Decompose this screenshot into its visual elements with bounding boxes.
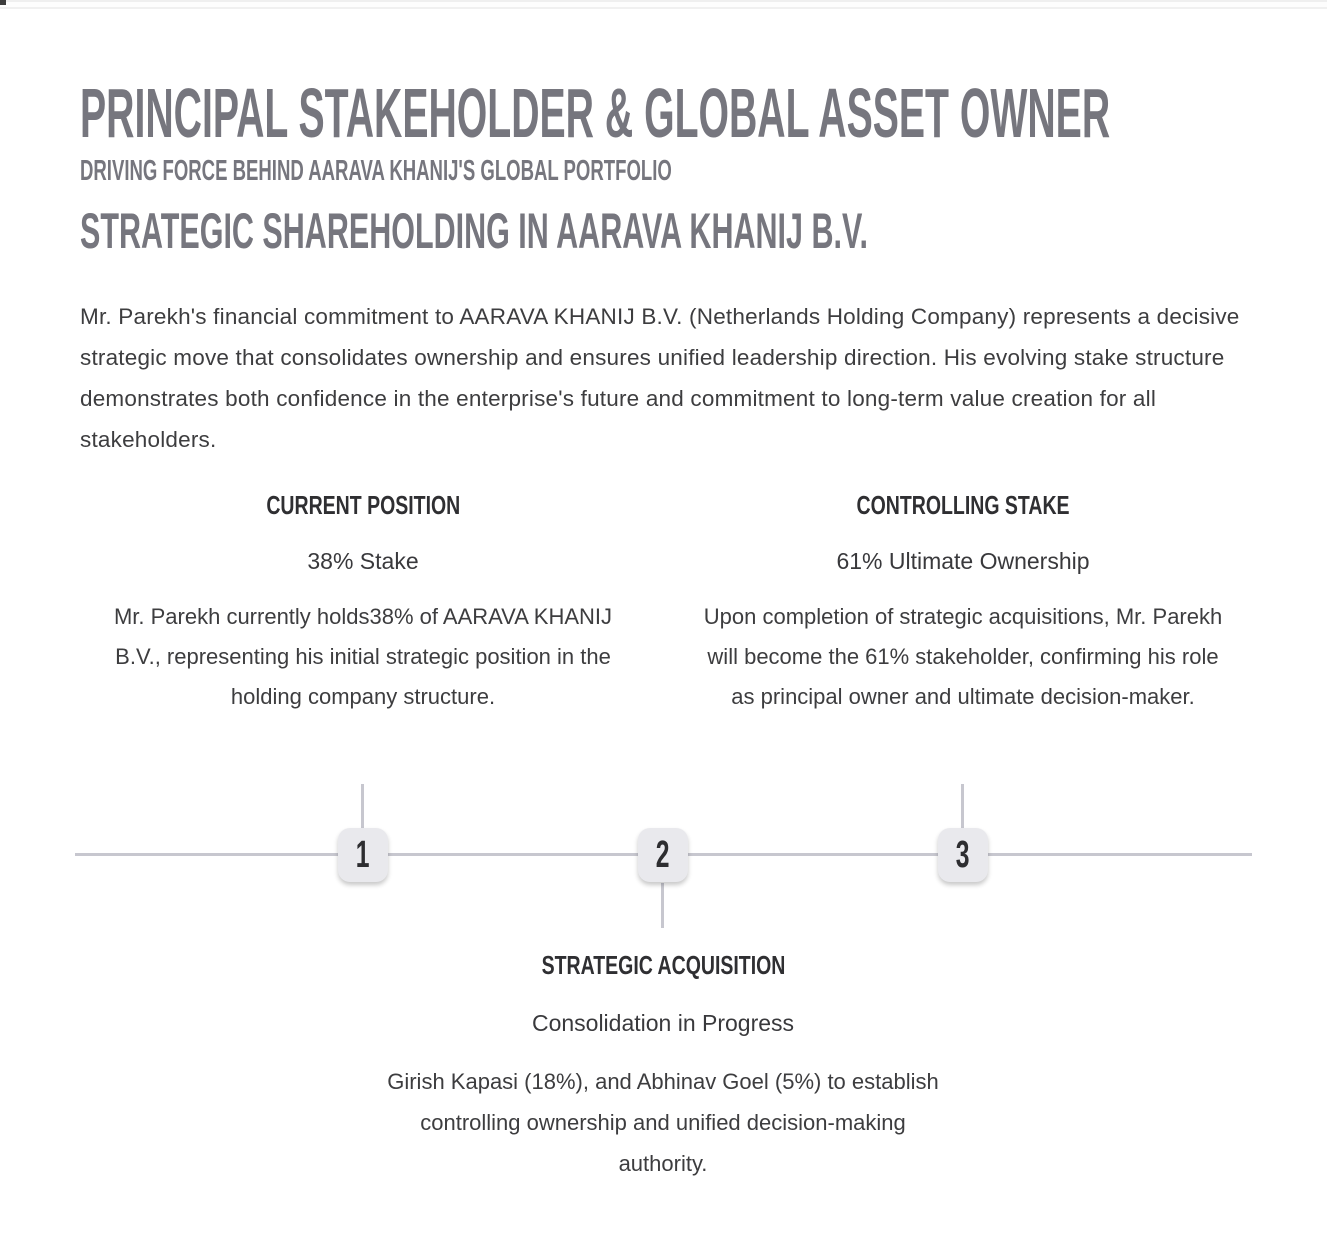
strategic-acquisition-card (383, 952, 943, 1184)
strategic-acquisition-description: Girish Kapasi (18%), and Abhinav Goel (5%) to establish controlling ownership and unified decision-making authority. (387, 1069, 939, 1176)
current-position-heading-text: CURRENT POSITION (266, 490, 460, 520)
controlling-stake-description: Upon completion of strategic acquisitions, Mr. Parekh will become the 61% stakeholder, confirming his role as principal owner and ultimate decision-maker. (703, 604, 1223, 709)
page-top-border (0, 0, 1327, 9)
current-position-description: Mr. Parekh currently holds38% of AARAVA KHANIJ B.V., representing his initial strategic position in the holding company structure. (113, 604, 613, 709)
timeline-node-3-number: 3 (956, 833, 970, 876)
controlling-stake-value: 61% Ultimate Ownership (836, 548, 1090, 574)
top-left-corner-mark (0, 0, 6, 5)
page-title (80, 74, 1327, 152)
timeline-node-2 (638, 828, 688, 882)
page-title-text: PRINCIPAL STAKEHOLDER & GLOBAL ASSET OWNER (80, 74, 1111, 152)
page-subtitle (80, 156, 1005, 188)
timeline-node-1 (338, 828, 388, 882)
strategic-acquisition-value: Consolidation in Progress (531, 1010, 795, 1036)
timeline-connector-node-1 (361, 784, 364, 829)
section-heading (80, 205, 1327, 258)
controlling-stake-card (703, 492, 1223, 717)
timeline-node-3 (938, 828, 988, 882)
current-position-card (103, 492, 623, 717)
timeline-node-1-number: 1 (356, 833, 370, 876)
controlling-stake-heading (703, 492, 1223, 518)
controlling-stake-heading-text: CONTROLLING STAKE (856, 490, 1070, 520)
timeline-node-2-number: 2 (656, 833, 670, 876)
current-position-value: 38% Stake (307, 548, 419, 574)
section-heading-text: STRATEGIC SHAREHOLDING IN AARAVA KHANIJ B.V. (80, 203, 868, 259)
strategic-acquisition-heading (383, 952, 943, 978)
page-subtitle-text: DRIVING FORCE BEHIND AARAVA KHANIJ'S GLOBAL PORTFOLIO (80, 155, 672, 187)
intro-paragraph: Mr. Parekh's financial commitment to AARAVA KHANIJ B.V. (Netherlands Holding Company) represents a decisive strategic move that consolidates ownership and ensures unified leadership direction. His evolving stake structure demonstrates both confidence in the enterprise's future and commitment to long-term value creation for all stakeholders. (80, 304, 1240, 452)
current-position-heading (103, 492, 623, 518)
timeline-connector-node-2 (661, 883, 664, 928)
strategic-acquisition-heading-text: STRATEGIC ACQUISITION (541, 950, 785, 980)
timeline-connector-node-3 (961, 784, 964, 829)
